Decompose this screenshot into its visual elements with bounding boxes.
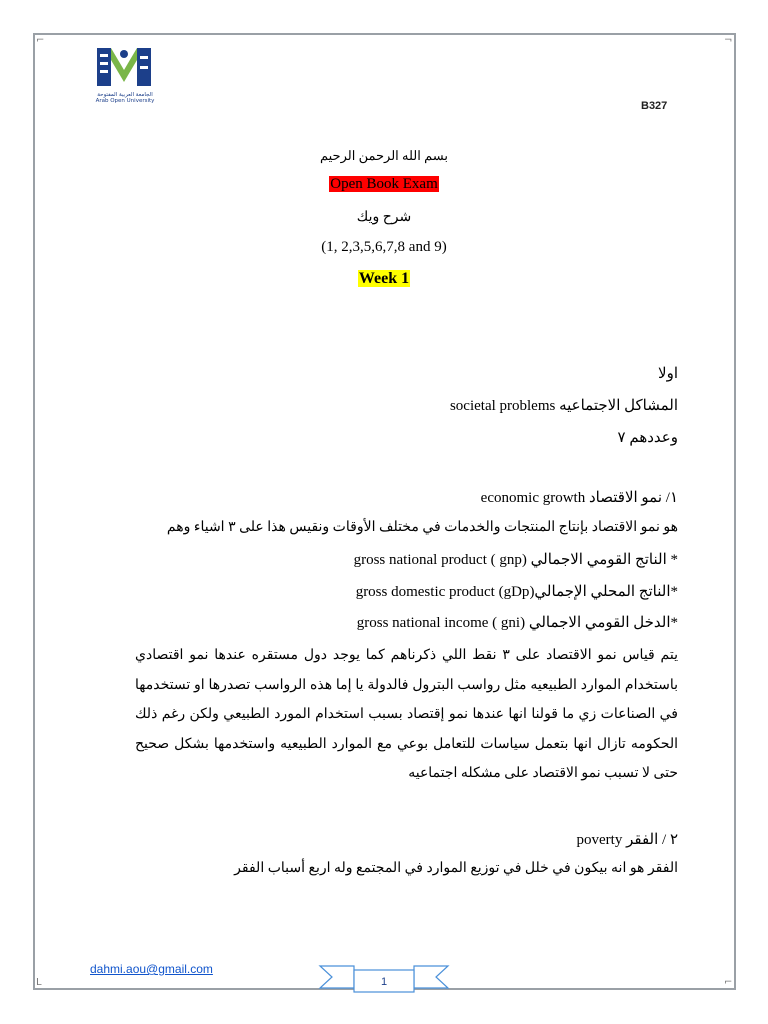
corner-mark-top-right: ¬ <box>724 35 733 46</box>
exam-title <box>0 176 768 193</box>
course-code: B327 <box>641 100 668 112</box>
gdp-item: *الناتج المحلي الإجمالي(gDp) gross domestic product <box>355 584 678 600</box>
exam-title-text: Open Book Exam <box>330 176 438 192</box>
weeks-list: (1, 2,3,5,6,7,8 and 9) <box>321 239 447 255</box>
problems-count: وعددهم ٧ <box>617 430 678 446</box>
corner-mark-bottom-left: L <box>36 977 42 988</box>
corner-mark-top-left: ⌐ <box>36 35 45 46</box>
poverty-definition: الفقر هو انه بيكون في خلل في توزيع الموارد في المجتمع وله اربع أسباب الفقر <box>234 861 678 876</box>
page-number: 1 <box>380 976 388 988</box>
basmala: بسم الله الرحمن الرحيم <box>319 148 448 163</box>
poverty-heading: ٢ / الفقر poverty <box>576 832 678 848</box>
gni-item: *الدخل القومي الاجمالي (gni ) gross national income <box>356 615 678 631</box>
economic-growth-paragraph: يتم قياس نمو الاقتصاد على ٣ نقط اللي ذكرناهم كما يوجد دول مستقره عندها نمو اقتصادي باستخدام الموارد الطبيعيه مثل رواسب البترول فالدولة يا إما هذه الرواسب تصدرها او تستخدمها في الصناعات زي ما قولنا انها عندها نمو إقتصاد بسبب استخدام المورد الطبيعي ولكن رغم ذلك الحكومه تازال انها بتعمل سياسات للتعامل بوعي مع الموارد الطبيعيه واستخدمها بشكل صحيح حتى لا تسبب نمو الاقتصاد على مشكله اجتماعيه <box>135 648 678 781</box>
corner-mark-bottom-right: ⌐ <box>724 977 733 988</box>
subtitle: شرح ويك <box>356 210 412 225</box>
week-label <box>0 270 768 288</box>
logo-caption-english: Arab Open University <box>95 98 155 104</box>
gnp-item: * الناتج القومي الاجمالي (gnp ) gross national product <box>353 552 678 568</box>
economic-growth-heading: ١/ نمو الاقتصاد economic growth <box>480 490 678 506</box>
footer-email-link[interactable]: dahmi.aou@gmail.com <box>90 962 213 976</box>
logo-caption-arabic: الجامعة العربية المفتوحة <box>97 92 153 98</box>
economic-growth-definition: هو نمو الاقتصاد بإنتاج المنتجات والخدمات في مختلف الأوقات ونقيس هذا على ٣ اشياء وهم <box>166 520 678 535</box>
week-label-text: Week 1 <box>358 270 410 287</box>
section-first: اولا <box>658 366 678 382</box>
logo-caption <box>83 92 167 104</box>
societal-problems-heading: المشاكل الاجتماعيه societal problems <box>449 398 678 414</box>
